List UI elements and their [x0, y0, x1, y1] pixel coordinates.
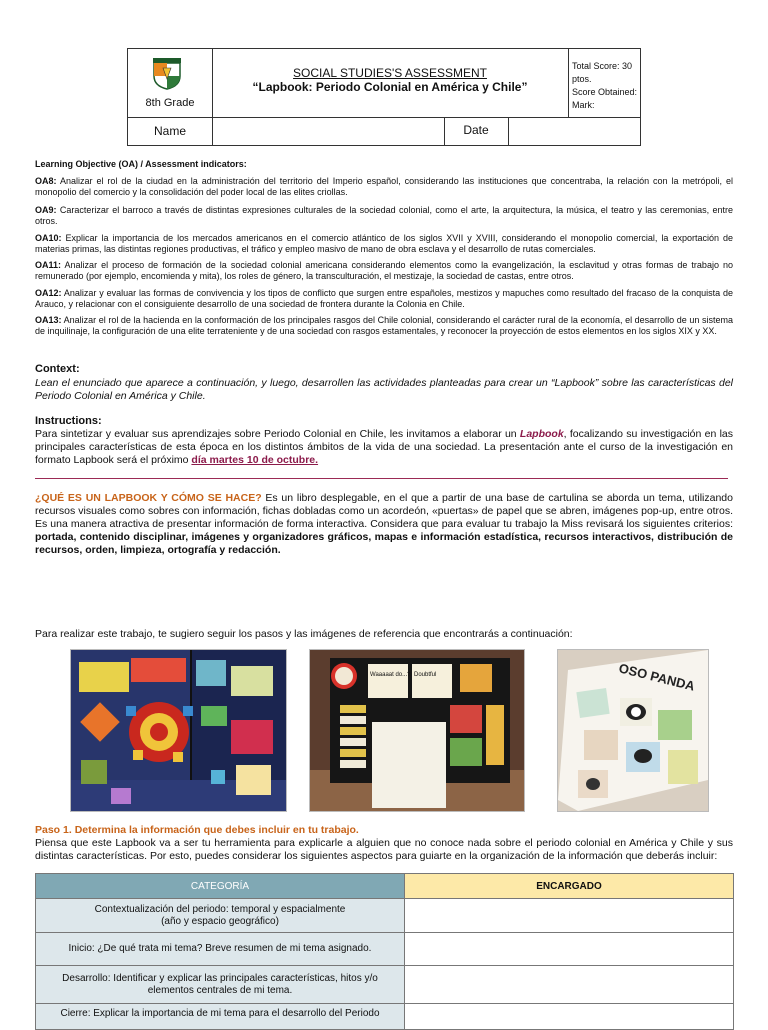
column-header-encargado: ENCARGADO	[405, 874, 734, 899]
table-row	[36, 933, 734, 966]
category-line-1: Cierre: Explicar la importancia de mi tema para el desarrollo del Periodo	[60, 1008, 380, 1019]
table-row	[36, 899, 734, 933]
column-header-categoria: CATEGORÍA	[36, 874, 405, 899]
suggestion-text: Para realizar este trabajo, te sugiero seguir los pasos y las imágenes de referencia que encontrarás a continuación:	[35, 628, 573, 640]
lapbook-photo-1	[70, 649, 287, 812]
category-line-2: elementos centrales de mi tema.	[147, 984, 293, 996]
category-cell	[36, 933, 405, 966]
lapbook-photo-2	[309, 649, 525, 812]
document-title: SOCIAL STUDIES'S ASSESSMENT	[293, 66, 487, 80]
objectives-heading-text: Learning Objective (OA) / Assessment indicators:	[35, 159, 247, 169]
step1-text: Piensa que este Lapbook va a ser tu herramienta para explicarle a alguien que no conoce nada sobre el periodo colonial en América y Chile y sus distintas características. Por esto, puedes considerar los siguientes aspectos para guiarte en la organización de la información que deberás incluir:	[35, 837, 733, 862]
objective-text: Explicar la importancia de los mercados americanos en el comercio atlántico de los siglos XVII y XVIII, considerando el monopolio comercial, la exportación de materias primas, las distintas regiones productivas, el tráfico y empleo masivo de mano de obra esclava y el desarrollo de rutas comerciales.	[35, 233, 733, 254]
objective-oa9	[35, 205, 733, 227]
title-cell	[212, 49, 569, 117]
header-table	[127, 48, 641, 146]
table-row	[36, 1004, 734, 1030]
objective-code: OA11:	[35, 260, 62, 270]
section-divider	[35, 478, 728, 479]
category-line-1: Desarrollo: Identificar y explicar las principales características, hitos y/o	[62, 972, 378, 984]
table-header-row	[36, 874, 734, 899]
mark-label: Mark:	[572, 100, 595, 110]
lapbook-photo-3-image	[558, 650, 708, 811]
date-field[interactable]	[508, 117, 640, 146]
objective-text: Analizar el rol de la hacienda en la conformación de los principales rasgos del Chile colonial, considerando el carácter rural de la economía, el desarrollo de un sistema de inquilinaje, la configuración de una elite terrateniente y de una sociedad con rasgos estamentales, y reconocer la proyección de estos elementos en los siglos XIX y XX.	[35, 315, 733, 336]
objectives-heading	[35, 159, 733, 170]
objective-oa8	[35, 176, 733, 198]
lapbook-photo-3	[557, 649, 709, 812]
objective-oa10	[35, 233, 733, 255]
grade-label: 8th Grade	[145, 97, 195, 109]
table-row	[36, 966, 734, 1004]
objective-code: OA12:	[35, 288, 62, 298]
instructions-heading: Instructions:	[35, 415, 102, 427]
lapbook-photo-1-image	[71, 650, 286, 811]
header-row-top	[128, 49, 640, 118]
photo-2-card-sub: Doubtful	[414, 672, 437, 678]
instructions-part-1: Para sintetizar y evaluar sus aprendizajes sobre Periodo Colonial en Chile, les invitamos a elaborar un	[35, 428, 520, 440]
category-table	[35, 873, 734, 1030]
context-text: Lean el enunciado que aparece a continuación, y luego, desarrollen las actividades planteadas para crear un “Lapbook” sobre las características del Periodo Colonial en América y Chile.	[35, 377, 733, 402]
objective-code: OA8:	[35, 176, 57, 186]
lapbook-question: ¿QUÉ ES UN LAPBOOK Y CÓMO SE HACE?	[35, 492, 262, 504]
objective-text: Caracterizar el barroco a través de distintas expresiones culturales de la sociedad colonial, como el arte, la arquitectura, la música, el teatro y las ceremonias, entre otros.	[35, 205, 733, 226]
step1-heading	[35, 824, 733, 837]
category-line-2: (año y espacio geográfico)	[161, 915, 279, 927]
category-cell	[36, 966, 405, 1004]
score-obtained: Score Obtained:	[572, 87, 638, 97]
category-line-1: Inicio: ¿De qué trata mi tema? Breve resumen de mi tema asignado.	[68, 943, 372, 954]
name-field[interactable]	[212, 117, 445, 146]
lapbook-criteria: portada, contenido disciplinar, imágenes y organizadores gráficos, mapas e información estadística, recursos interactivos, distribución de recursos, orden, limpieza, ortografía y redacción.	[35, 531, 733, 556]
logo-cell	[128, 49, 213, 117]
objective-oa12	[35, 288, 733, 310]
header-row-bottom	[128, 117, 640, 146]
school-shield-icon	[150, 56, 184, 90]
objective-code: OA10:	[35, 233, 62, 243]
photo-2-card-title: Waaaaat do...?	[370, 672, 411, 678]
lapbook-photo-2-image	[310, 650, 524, 811]
score-cell	[568, 49, 640, 117]
lapbook-emphasis: Lapbook	[519, 428, 564, 440]
instructions-text	[35, 428, 733, 467]
objective-oa13	[35, 315, 733, 337]
objective-text: Analizar el proceso de formación de la sociedad colonial americana considerando elementos como la evangelización, la esclavitud y otras formas de trabajo no remunerado (por ejemplo, encomienda y mita), los roles de género, la transculturación, el mestizaje, la sociedad de castas, entre otros.	[35, 260, 733, 281]
lapbook-description	[35, 492, 733, 557]
name-label: Name	[128, 117, 213, 146]
step1-heading-text: Paso 1. Determina la información que debes incluir en tu trabajo.	[35, 824, 359, 836]
category-cell	[36, 899, 405, 933]
lapbook-text: Es un libro desplegable, en el que a partir de una base de cartulina se aborda un tema, utilizando recursos visuales como sobres con información, fichas dobladas como un acordeón, «puertas» de papel que se abren, imágenes pop-up, entre otros. Es una manera atractiva de presentar información de forma interactiva. Considera que para evaluar tu trabajo la Miss revisará los siguientes criterios:	[35, 492, 733, 530]
objective-oa11	[35, 260, 733, 282]
objective-code: OA13:	[35, 315, 62, 325]
instructions-part-2: , focalizando su investigación en las principales características de esta época en los distintos ámbitos de la vida de una sociedad. La presentación ante el curso de la investigación en formato Lapbook será el próximo	[35, 428, 733, 466]
encargado-cell[interactable]	[405, 966, 734, 1004]
context-heading: Context:	[35, 363, 80, 375]
encargado-cell[interactable]	[405, 933, 734, 966]
objective-code: OA9:	[35, 205, 57, 215]
category-line-1: Contextualización del periodo: temporal y espacialmente	[94, 903, 346, 915]
encargado-cell[interactable]	[405, 1004, 734, 1030]
encargado-cell[interactable]	[405, 899, 734, 933]
photo-3-title: OSO PANDA	[617, 660, 697, 694]
total-score: Total Score: 30 ptos.	[572, 61, 633, 84]
presentation-date: día martes 10 de octubre.	[191, 454, 319, 466]
category-cell	[36, 1004, 405, 1030]
date-label: Date	[444, 117, 509, 146]
document-subtitle: “Lapbook: Periodo Colonial en América y Chile”	[252, 80, 528, 94]
objective-text: Analizar y evaluar las formas de convivencia y los tipos de conflicto que surgen entre españoles, mestizos y mapuches como resultado del fracaso de la conquista de Arauco, y relacionar con el consiguiente desarrollo de una sociedad de frontera durante la Colonia en Chile.	[35, 288, 734, 309]
objective-text: Analizar el rol de la ciudad en la administración del territorio del Imperio español, considerando las instituciones que concentraba, la relación con la metrópoli, el monopolio del comercio y la consolidación del poder local de las elites criollas.	[35, 176, 733, 197]
